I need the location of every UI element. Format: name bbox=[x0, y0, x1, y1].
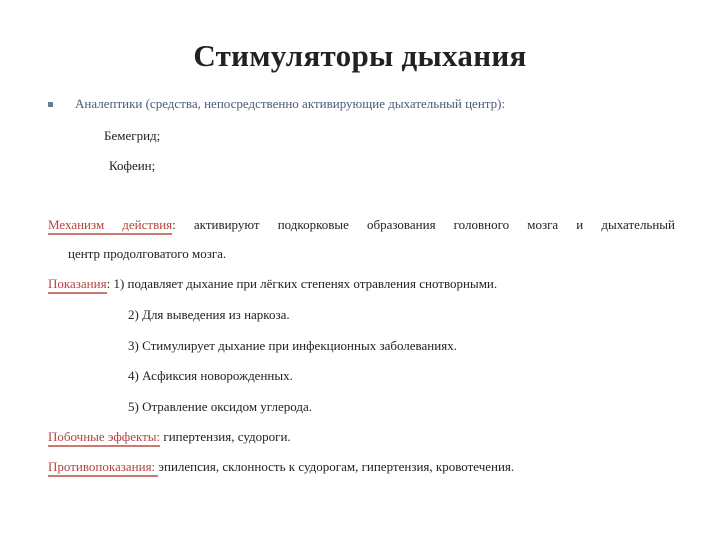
mechanism-label: Механизм действия bbox=[48, 217, 172, 235]
contraindications-text: эпилепсия, склонность к судорогам, гипертензия, кровотечения. bbox=[158, 459, 515, 474]
side-effects-line bbox=[48, 429, 291, 445]
square-bullet-icon bbox=[48, 102, 53, 107]
indication-item: 4) Асфиксия новорожденных. bbox=[128, 368, 293, 383]
mechanism-text-continued: центр продолговатого мозга. bbox=[68, 246, 227, 261]
mechanism-line bbox=[48, 217, 675, 233]
contraindications-line bbox=[48, 459, 514, 475]
indication-item: 3) Стимулирует дыхание при инфекционных заболеваниях. bbox=[128, 338, 457, 353]
indications-label: Показания bbox=[48, 276, 107, 294]
contraindications-label: Противопоказания: bbox=[48, 459, 158, 477]
drug-item: Кофеин; bbox=[109, 158, 156, 173]
indications-first: : 1) подавляет дыхание при лёгких степенях отравления снотворными. bbox=[106, 276, 498, 291]
slide-title: Стимуляторы дыхания bbox=[193, 38, 527, 73]
side-effects-label: Побочные эффекты: bbox=[48, 429, 160, 447]
indication-item: 5) Отравление оксидом углерода. bbox=[128, 399, 312, 414]
side-effects-text: гипертензия, судороги. bbox=[160, 429, 291, 444]
mechanism-text: : активируют подкорковые образования головного мозга и дыхательный bbox=[172, 217, 676, 232]
drug-item: Бемегрид; bbox=[104, 128, 161, 143]
indication-item: 2) Для выведения из наркоза. bbox=[128, 307, 290, 322]
bullet-text: Аналептики (средства, непосредственно активирующие дыхательный центр): bbox=[75, 96, 506, 111]
indications-line bbox=[48, 276, 497, 292]
bullet-line-analeptics bbox=[48, 96, 505, 112]
